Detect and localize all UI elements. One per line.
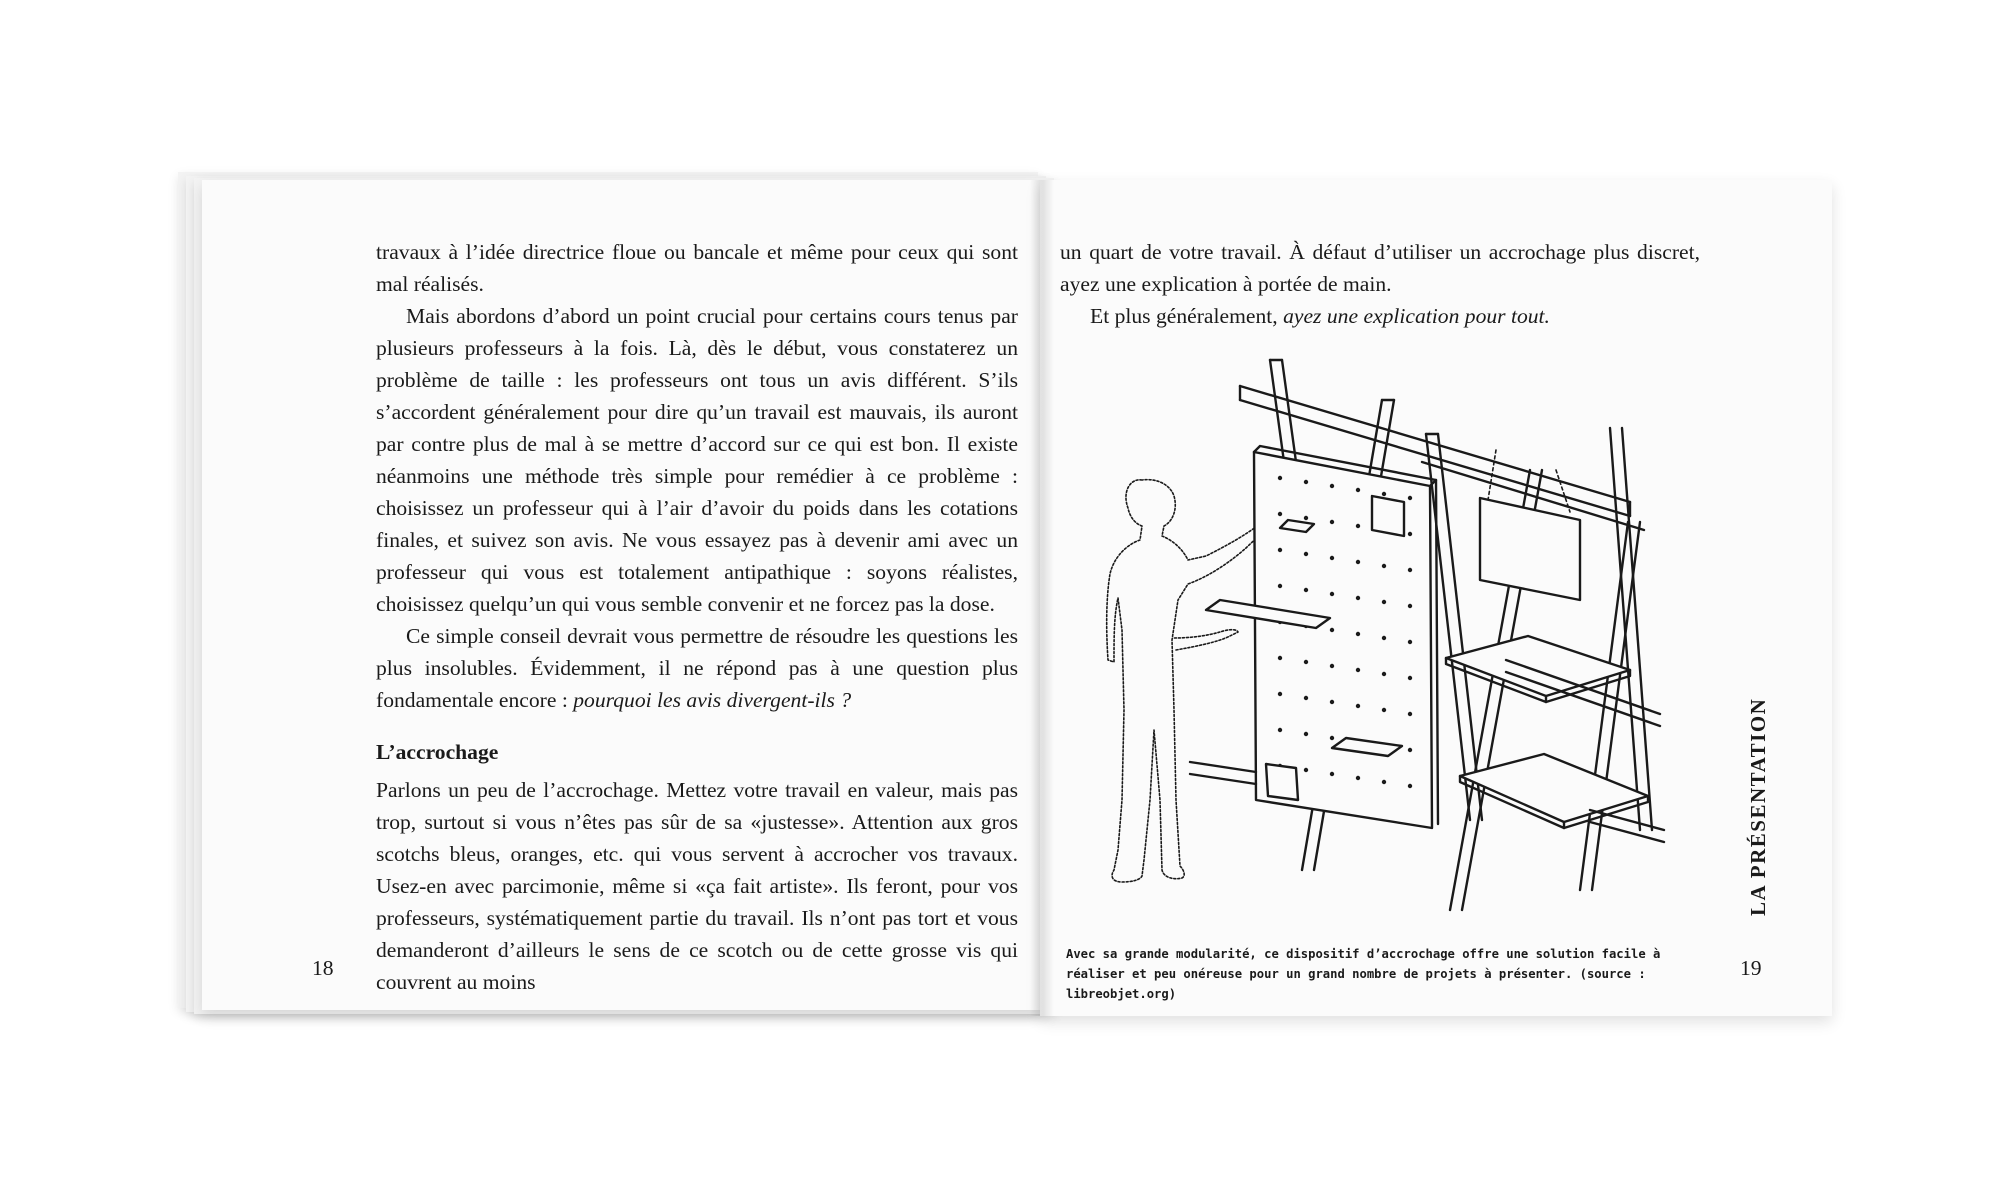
book-gutter	[1030, 180, 1054, 1016]
paragraph-6-italic: ayez une explication pour tout.	[1283, 304, 1550, 328]
paragraph-3-text: Ce simple conseil devrait vous permettre de résoudre les questions les plus insolubles. Évidemment, il ne répond pas à une question plus fondamentale encore :	[376, 624, 1018, 712]
page-number-left: 18	[312, 956, 334, 980]
paragraph-2: Mais abordons d’abord un point crucial pour certains cours tenus par plusieurs professeurs à la fois. Là, dès le début, vous constaterez un problème de taille : les professeurs ont tous un avis différent. S’ils s’accordent généralement pour dire qu’un travail est mauvais, ils auront par contre plus de mal à se mettre d’accord sur ce qui est bon. Il existe néanmoins une méthode très simple pour remédier à ce problème : choisissez un professeur qui à l’air d’avoir du poids dans les cotations finales, et suivez son avis. Ne vous essayez pas à devenir ami avec un professeur qui vous est totalement antipathique : soyons réalistes, choisissez quelqu’un qui vous semble convenir et ne forcez pas la dose.	[376, 304, 1018, 616]
upper-table-shelf	[1446, 636, 1630, 696]
running-head: LA PRÉSENTATION	[1746, 697, 1770, 916]
figure-caption: Avec sa grande modularité, ce dispositif d’accrochage offre une solution facile à réaliser et peu onéreuse pour un grand nombre de projets à présenter. (source : libreobjet.org)	[1066, 947, 1661, 1001]
paragraph-1: travaux à l’idée directrice floue ou bancale et même pour ceux qui sont mal réalisés.	[376, 240, 1018, 296]
paragraph-5: un quart de votre travail. À défaut d’utiliser un accrochage plus discret, ayez une explication à portée de main.	[1060, 240, 1700, 296]
section-heading: L’accrochage	[376, 740, 499, 764]
paragraph-4: Parlons un peu de l’accrochage. Mettez votre travail en valeur, mais pas trop, surtout si vous n’êtes pas sûr de sa «justesse». Attention aux gros scotchs bleus, oranges, etc. qui vous servent à accrocher vos travaux. Usez-en avec parcimonie, même si «ça fait artiste». Ils feront, pour vos professeurs, systématiquement partie du travail. Ils n’ont pas tort et vous demanderont d’ailleurs le sens de ce scotch ou de cette grosse vis qui couvrent au moins	[376, 778, 1018, 994]
page-number-right: 19	[1740, 956, 1762, 980]
paragraph-6-text: Et plus généralement,	[1090, 304, 1284, 328]
hanging-frame	[1480, 498, 1580, 600]
paragraph-3	[376, 620, 1018, 716]
paragraph-3-italic: pourquoi les avis divergent-ils ?	[573, 688, 852, 712]
right-page-text	[1060, 236, 1700, 332]
easel-display-illustration	[1070, 330, 1710, 920]
left-page-text	[376, 236, 1018, 998]
paragraph-6	[1060, 300, 1700, 332]
